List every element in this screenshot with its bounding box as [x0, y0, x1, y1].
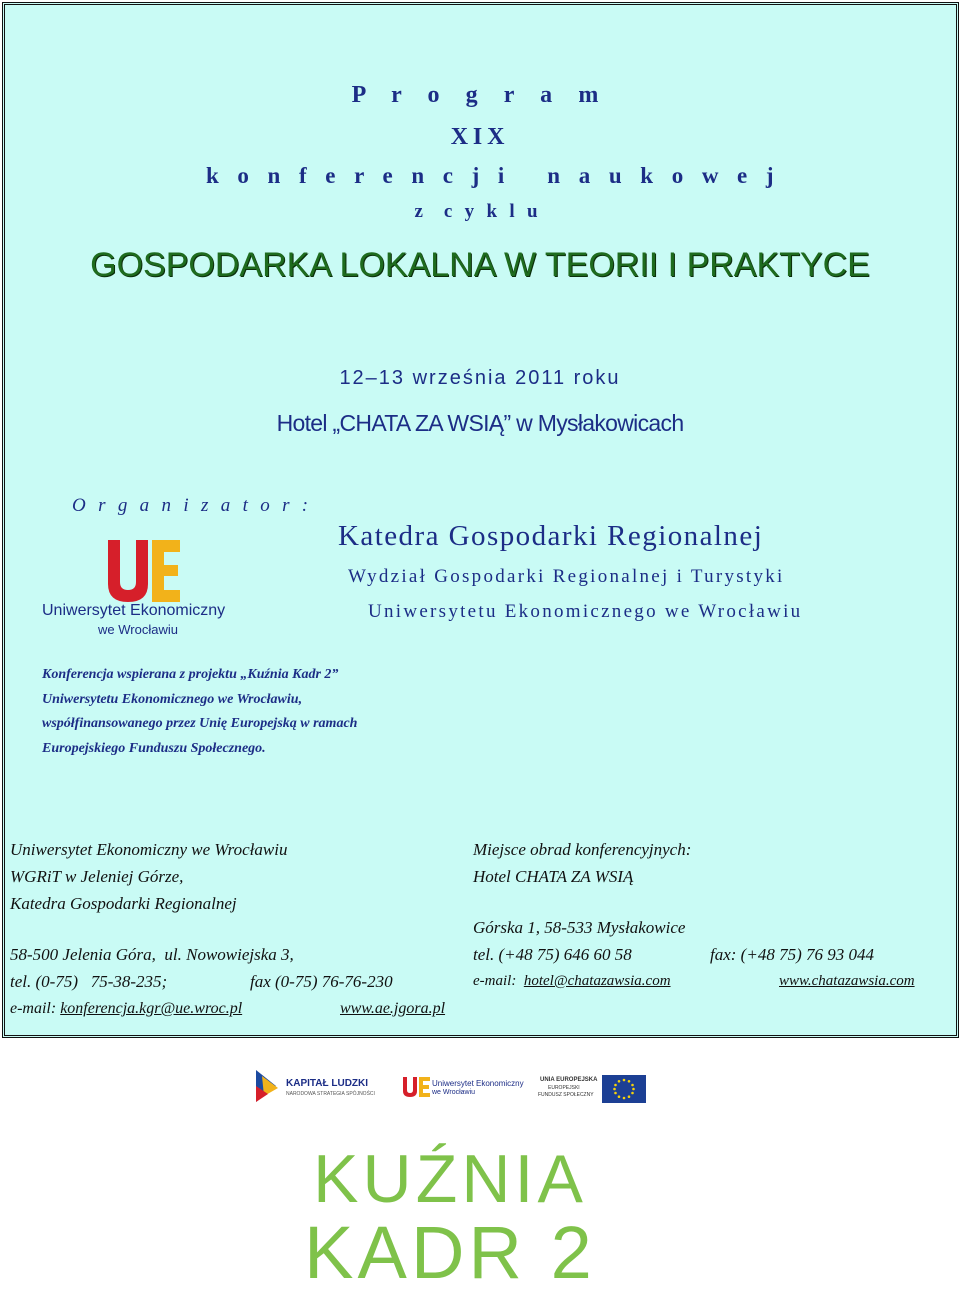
kuznia-kadr-logo	[260, 1141, 640, 1294]
edition-number: XIX	[450, 124, 510, 150]
conference-date: 12–13 września 2011 roku	[339, 367, 621, 389]
eu-logo-line-3: FUNDUSZ SPOŁECZNY	[538, 1092, 594, 1098]
ue-small-logo-city: we Wrocławiu	[432, 1089, 476, 1096]
contact-venue-address: Górska 1, 58-533 Mysłakowice	[473, 918, 686, 937]
ue-logo	[40, 532, 250, 640]
series-label: z c y k l u	[414, 201, 542, 222]
contact-venue-line-2: Hotel CHATA ZA WSIĄ	[473, 867, 634, 886]
contact-venue-www-link[interactable]: www.chatazawsia.com	[779, 973, 915, 989]
kapital-ludzki-subtitle: NARODOWA STRATEGIA SPÓJNOŚCI	[286, 1091, 375, 1097]
eu-logo-line-2: EUROPEJSKI	[548, 1085, 580, 1091]
contact-org-tel: tel. (0-75) 75-38-235;	[10, 972, 168, 991]
contact-venue-line-1: Miejsce obrad konferencyjnych:	[473, 840, 692, 859]
support-line-3: współfinansowanego przez Unię Europejską w ramach	[42, 716, 358, 731]
contact-org-fax: fax (0-75) 76-76-230	[250, 972, 393, 991]
ue-logo-name: Uniwersytet Ekonomiczny	[42, 602, 226, 619]
contact-venue	[473, 836, 691, 890]
contact-org-address: 58-500 Jelenia Góra, ul. Nowowiejska 3,	[10, 945, 294, 964]
kapital-ludzki-title: KAPITAŁ LUDZKI	[286, 1078, 369, 1089]
support-line-2: Uniwersytetu Ekonomicznego we Wrocławiu,	[42, 691, 303, 707]
conference-title: GOSPODARKA LOKALNA W TEORII I PRAKTYCE	[90, 246, 870, 284]
conference-venue: Hotel „CHATA ZA WSIĄ” w Mysłakowicach	[276, 410, 684, 436]
contact-venue-tel: tel. (+48 75) 646 60 58	[473, 945, 632, 964]
university-name: Uniwersytetu Ekonomicznego we Wrocławiu	[368, 601, 803, 622]
organizer-label: O r g a n i z a t o r :	[72, 495, 312, 516]
department-name: Katedra Gospodarki Regionalnej	[338, 520, 764, 552]
contact-org-email-row	[10, 1000, 242, 1018]
program-heading: P r o g r a m	[351, 82, 609, 108]
email-label: e-mail:	[473, 973, 524, 989]
ue-small-logo-name: Uniwersytet Ekonomiczny	[432, 1079, 524, 1088]
kapital-ludzki-icon	[252, 1066, 282, 1106]
kuznia-logo-line-1: KUŹNIA	[313, 1141, 587, 1217]
support-line-1: Konferencja wspierana z projektu „Kuźnia Kadr 2”	[42, 667, 339, 682]
funding-logos	[252, 1066, 652, 1110]
ue-logo-city: we Wrocławiu	[98, 622, 178, 637]
support-statement	[42, 663, 357, 761]
contact-org-line-3: Katedra Gospodarki Regionalnej	[10, 894, 237, 913]
contact-org-line-2: WGRiT w Jeleniej Górze,	[10, 867, 184, 886]
contact-org-www-link[interactable]: www.ae.jgora.pl	[340, 1000, 446, 1017]
ue-small-logo-mark	[402, 1076, 432, 1100]
contact-venue-email-link[interactable]: hotel@chatazawsia.com	[523, 973, 671, 989]
eu-logo-line-1: UNIA EUROPEJSKA	[540, 1077, 598, 1083]
support-line-4: Europejskiego Funduszu Społecznego.	[42, 740, 266, 756]
contact-org-line-1: Uniwersytet Ekonomiczny we Wrocławiu	[10, 840, 288, 859]
contact-org-email-link[interactable]: konferencja.kgr@ue.wroc.pl	[60, 1000, 243, 1017]
contact-organizer	[10, 836, 287, 917]
conference-subtitle: k o n f e r e n c j i n a u k o w e j	[205, 163, 780, 188]
contact-venue-email-row	[473, 973, 671, 990]
email-label: e-mail:	[10, 1000, 61, 1017]
eu-flag-icon	[602, 1075, 646, 1103]
contact-venue-fax: fax: (+48 75) 76 93 044	[710, 945, 874, 964]
kuznia-logo-line-2: KADR 2	[304, 1211, 596, 1294]
faculty-name: Wydział Gospodarki Regionalnej i Turystyki	[348, 566, 785, 587]
